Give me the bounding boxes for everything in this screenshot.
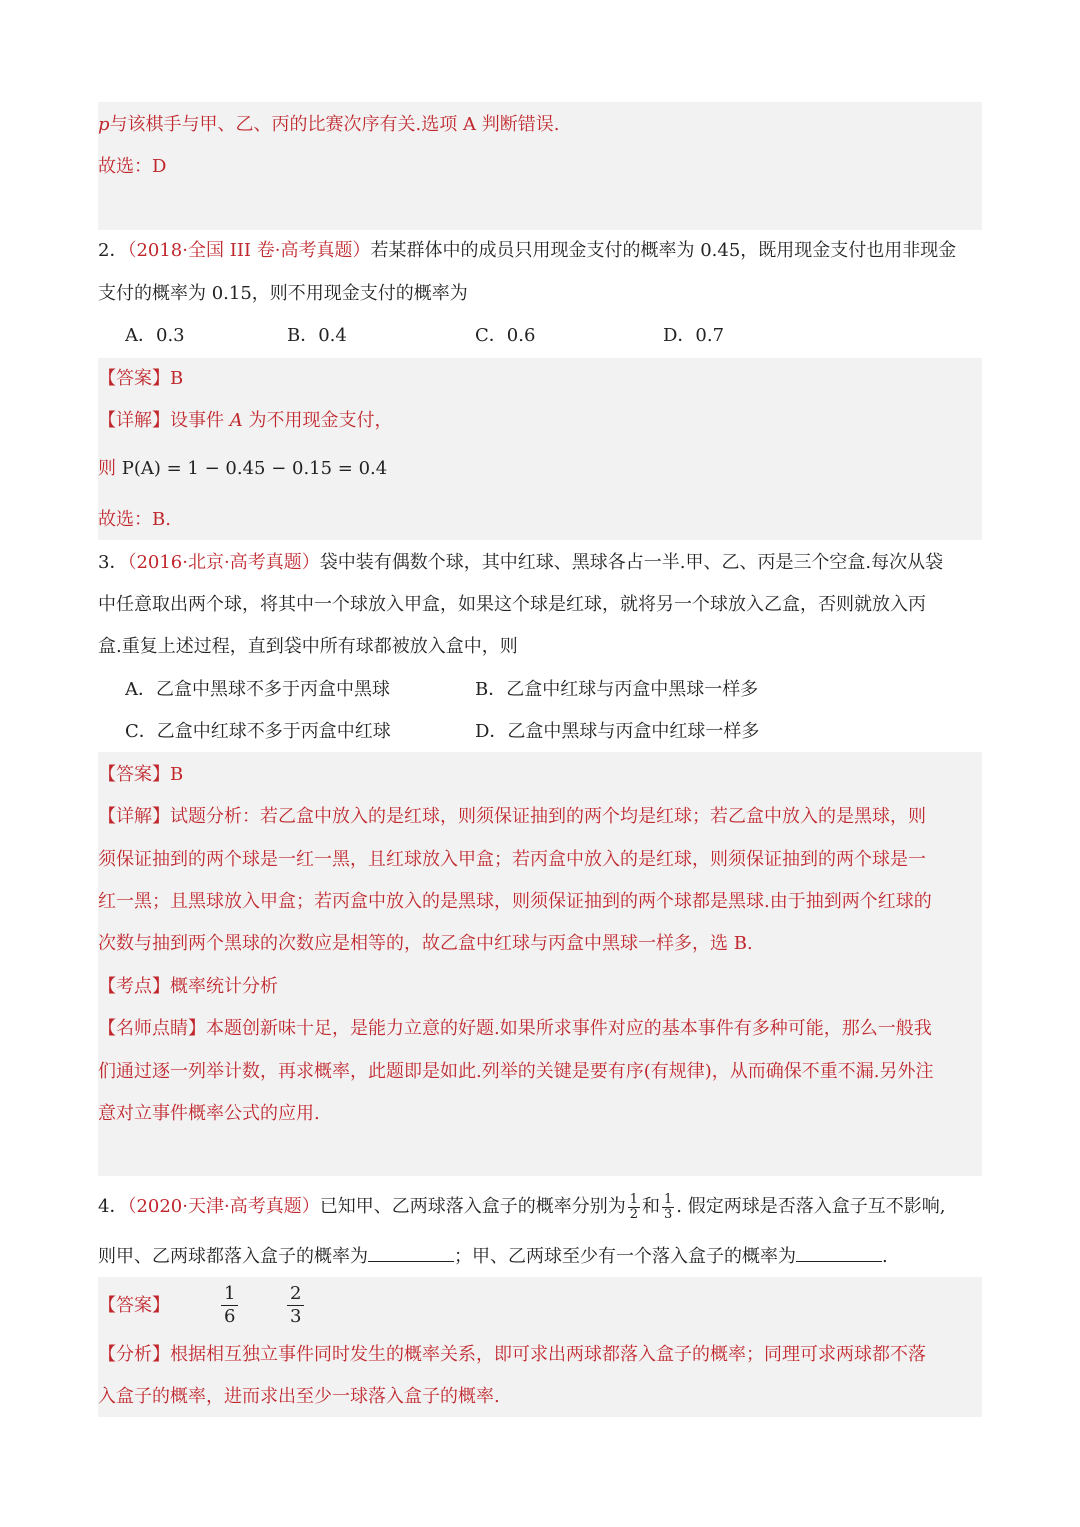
probability-formula: P(A) = 1 − 0.45 − 0.15 = 0.4 bbox=[121, 458, 388, 479]
option-d: D．乙盒中黑球与丙盒中红球一样多 bbox=[475, 721, 760, 742]
question-source: （2020·天津·高考真题） bbox=[127, 1196, 320, 1217]
answer-fraction-2: $\frac{2}{3}$ bbox=[287, 1283, 304, 1328]
solution-block-q2 bbox=[98, 358, 982, 540]
option-b: B．0.4 bbox=[287, 325, 347, 346]
variable-p: p bbox=[98, 114, 110, 135]
teacher-tip: 意对立事件概率公式的应用. bbox=[98, 1103, 320, 1124]
question-2-stem: 2．（2018·全国 III 卷·高考真题）若某群体中的成员只用现金支付的概率为 0.45，既用现金支付也用非现金 bbox=[98, 240, 957, 261]
solution-choice: 故选：D bbox=[98, 156, 167, 177]
detail-line: 【详解】试题分析：若乙盒中放入的是红球，则须保证抽到的两个均是红球；若乙盒中放入的是黑球，则 bbox=[98, 806, 926, 827]
solution-choice: 故选：B. bbox=[98, 509, 171, 530]
question-3-stem-cont: 中任意取出两个球，将其中一个球放入甲盒，如果这个球是红球，就将另一个球放入乙盒，否则就放入丙 bbox=[98, 594, 926, 615]
answer-line: 【答案】B bbox=[98, 368, 184, 389]
answer-fraction-1: $\frac{1}{6}$ bbox=[221, 1283, 238, 1328]
option-d: D．0.7 bbox=[663, 325, 725, 346]
analysis-line: 入盒子的概率，进而求出至少一球落入盒子的概率. bbox=[98, 1386, 500, 1407]
detail-line: 须保证抽到的两个球是一红一黑，且红球放入甲盒；若丙盒中放入的是红球，则须保证抽到的两个球是一 bbox=[98, 849, 926, 870]
answer-blank bbox=[368, 1243, 454, 1262]
analysis-line: 【分析】根据相互独立事件同时发生的概率关系，即可求出两球都落入盒子的概率；同理可求两球都不落 bbox=[98, 1344, 926, 1365]
option-a: A．乙盒中黑球不多于丙盒中黑球 bbox=[125, 679, 390, 700]
option-c: C．0.6 bbox=[475, 325, 536, 346]
question-3-stem: 3．（2016·北京·高考真题）袋中装有偶数个球，其中红球、黑球各占一半.甲、乙、丙是三个空盒.每次从袋 bbox=[98, 552, 944, 573]
detail-formula: 则 P(A) = 1 − 0.45 − 0.15 = 0.4 bbox=[98, 458, 388, 479]
answer-blank bbox=[796, 1243, 882, 1262]
fraction-one-third: $\frac{1}{3}$ bbox=[664, 1191, 673, 1222]
question-source: （2018·全国 III 卷·高考真题） bbox=[127, 240, 371, 261]
fraction-one-half: $\frac{1}{2}$ bbox=[629, 1191, 638, 1222]
question-4-stem: 4．（2020·天津·高考真题）已知甲、乙两球落入盒子的概率分别为 $\frac{1}{2}$ 和 $\frac{1}{3}$ . 假定两球是否落入盒子互不影响, bbox=[98, 1191, 946, 1222]
option-c: C．乙盒中红球不多于丙盒中红球 bbox=[125, 721, 391, 742]
question-3-stem-cont: 盒.重复上述过程，直到袋中所有球都被放入盒中，则 bbox=[98, 636, 518, 657]
answer-line: 【答案】B bbox=[98, 764, 184, 785]
option-b: B．乙盒中红球与丙盒中黑球一样多 bbox=[475, 679, 759, 700]
teacher-tip: 【名师点睛】本题创新味十足，是能力立意的好题.如果所求事件对应的基本事件有多种可能，那么一般我 bbox=[98, 1018, 932, 1039]
solution-text: p与该棋手与甲、乙、丙的比赛次序有关.选项 A 判断错误. bbox=[98, 114, 560, 135]
detail-line: 红一黑；且黑球放入甲盒；若丙盒中放入的是黑球，则须保证抽到的两个球都是黑球.由于抽到两个红球的 bbox=[98, 891, 932, 912]
knowledge-point: 【考点】概率统计分析 bbox=[98, 976, 278, 997]
question-4-stem-cont: 则甲、乙两球都落入盒子的概率为 ；甲、乙两球至少有一个落入盒子的概率为 . bbox=[98, 1243, 888, 1270]
question-2-stem-cont: 支付的概率为 0.15，则不用现金支付的概率为 bbox=[98, 283, 468, 304]
question-source: （2016·北京·高考真题） bbox=[127, 552, 320, 573]
answer-label: 【答案】 bbox=[98, 1295, 170, 1316]
teacher-tip: 们通过逐一列举计数，再求概率，此题即是如此.列举的关键是要有序(有规律)，从而确保不重不漏.另外注 bbox=[98, 1061, 934, 1082]
detail-line: 【详解】设事件 A 为不用现金支付， bbox=[98, 410, 393, 431]
option-a: A．0.3 bbox=[125, 325, 185, 346]
detail-line: 次数与抽到两个黑球的次数应是相等的，故乙盒中红球与丙盒中黑球一样多，选 B. bbox=[98, 933, 753, 954]
